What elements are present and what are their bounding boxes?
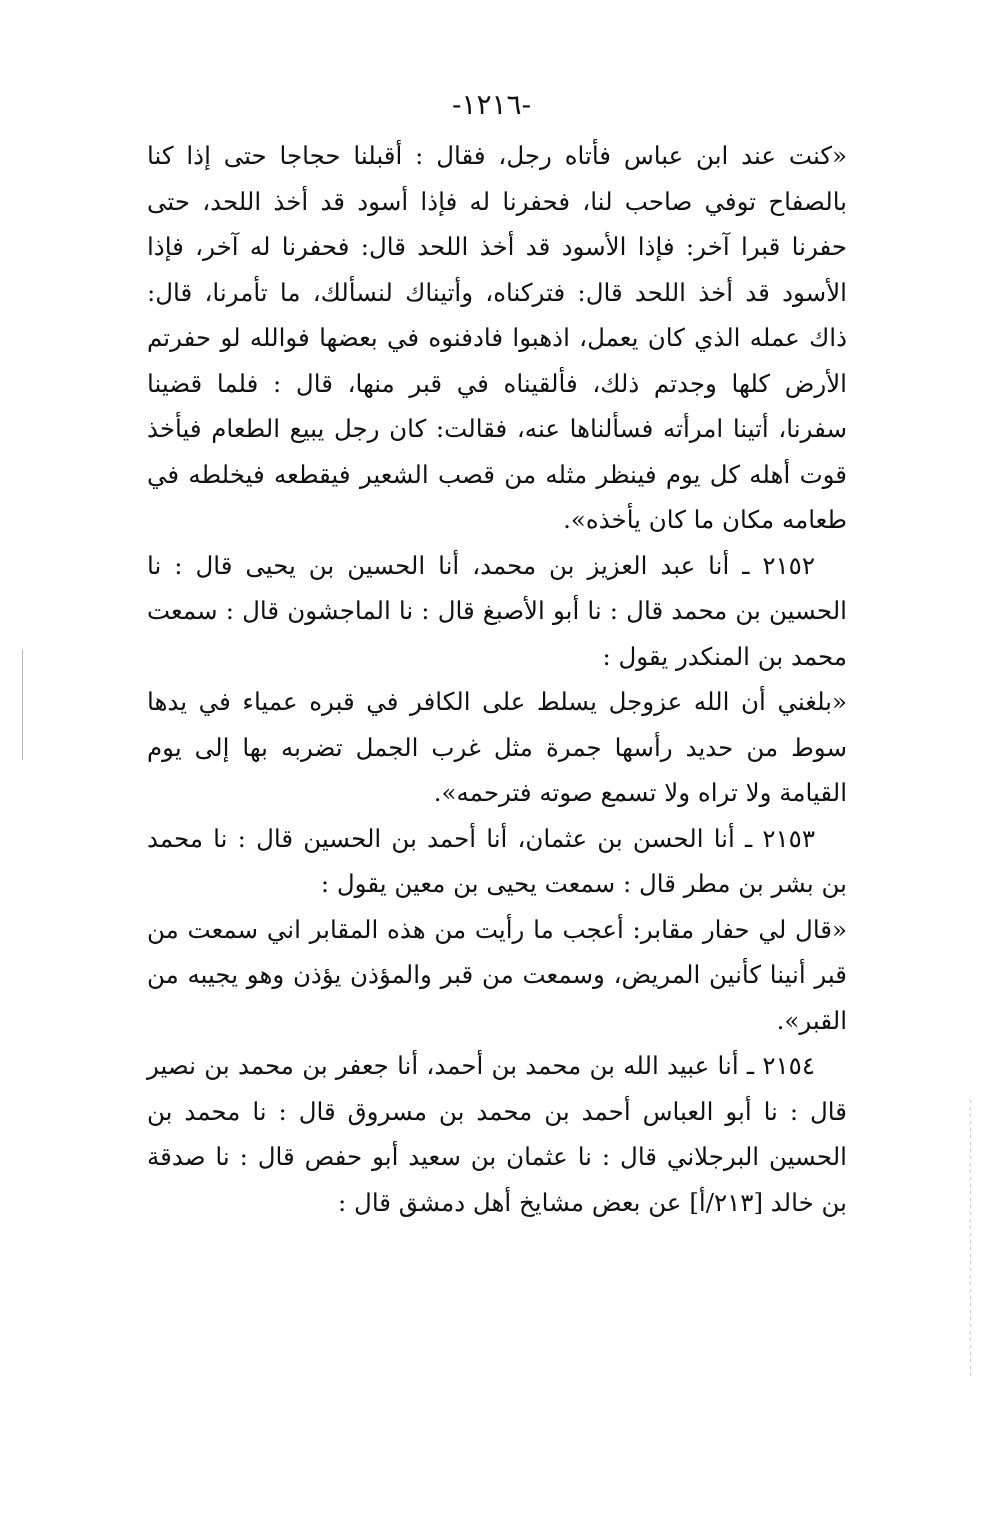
scan-artifact-dots — [970, 1100, 971, 1380]
paragraph-narration-2153: «قال لي حفار مقابر: أعجب ما رأيت من هذه المقابر اني سمعت من قبر أنينا كأنين المريض، وسمعت من قبر والمؤذن يؤذن وهو يجيبه من القبر». — [147, 914, 847, 1035]
body-text — [147, 133, 847, 1225]
page-number: -١٢١٦- — [451, 88, 532, 121]
paragraph-isnad-2153: ٢١٥٣ ـ أنا الحسن بن عثمان، أنا أحمد بن الحسين قال : نا محمد بن بشر بن مطر قال : سمعت يحيى بن معين يقول : — [147, 823, 847, 898]
scan-artifact-line — [22, 650, 23, 760]
paragraph-narration-2152: «بلغني أن الله عزوجل يسلط على الكافر في قبره عمياء في يدها سوط من حديد رأسها جمرة مثل غرب الجمل تضربه بها إلى يوم القيامة ولا تراه ولا تسمع صوته فترحمه». — [147, 687, 847, 807]
paragraph-narration-ibn-abbas: «كنت عند ابن عباس فأتاه رجل، فقال : أقبلنا حجاجا حتى إذا كنا بالصفاح توفي صاحب لنا، فحفرنا له فإذا أسود قد أخذ اللحد، حتى حفرنا قبرا آخر: فإذا الأسود قد أخذ اللحد قال: فحفرنا له آخر، فإذا الأسود قد أخذ اللحد قال: فتركناه، وأتيناك لنسألك، ما تأمرنا، قال: ذاك عمله الذي كان يعمل، اذهبوا فادفنوه في بعضها فوالله لو حفرتم الأرض كلها وجدتم ذلك، فألقيناه في قبر منها، قال : فلما قضينا سفرنا، أتينا امرأته فسألناها عنه، فقالت: كان رجل يبيع الطعام فيأخذ قوت أهله كل يوم فينظر مثله من قصب الشعير فيقطعه فيخلطه في طعامه مكان ما كان يأخذه». — [147, 141, 847, 534]
paragraph-isnad-2152: ٢١٥٢ ـ أنا عبد العزيز بن محمد، أنا الحسين بن يحيى قال : نا الحسين بن محمد قال : نا أبو الأصبغ قال : نا الماجشون قال : سمعت محمد بن المنكدر يقول : — [147, 550, 847, 671]
paragraph-isnad-2154: ٢١٥٤ ـ أنا عبيد الله بن محمد بن أحمد، أنا جعفر بن محمد بن نصير قال : نا أبو العباس أحمد بن محمد بن مسروق قال : نا محمد بن الحسين البرجلاني قال : نا عثمان بن سعيد أبو حفص قال : نا صدقة بن خالد [٢١٣/أ] عن بعض مشايخ أهل دمشق قال : — [147, 1051, 847, 1217]
